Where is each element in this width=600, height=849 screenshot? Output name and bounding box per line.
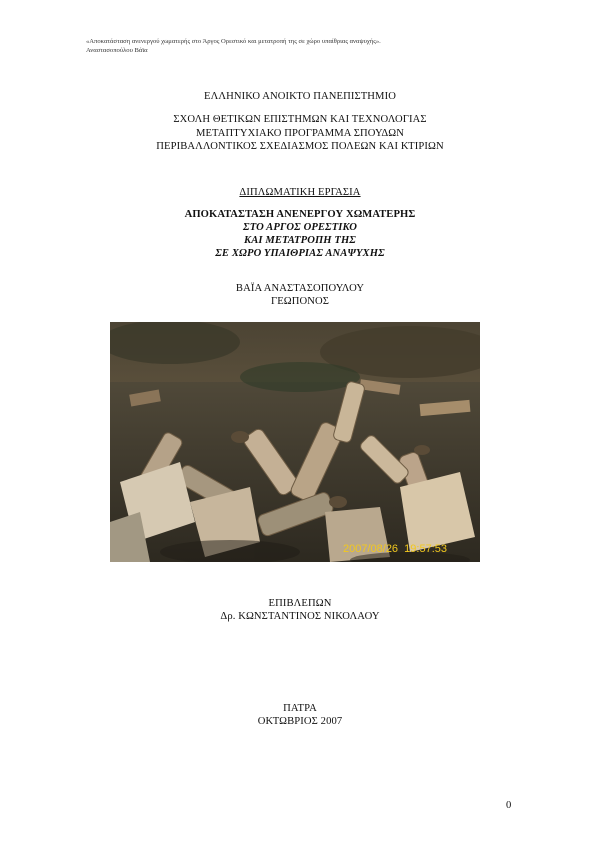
title-line-1: ΑΠΟΚΑΤΑΣΤΑΣΗ ΑΝΕΝΕΡΓΟΥ ΧΩΜΑΤΕΡΗΣ — [184, 209, 416, 220]
thesis-label: ΔΙΠΛΩΜΑΤΙΚΗ ΕΡΓΑΣΙΑ — [239, 187, 361, 198]
running-header — [86, 38, 506, 55]
school-name: ΣΧΟΛΗ ΘΕΤΙΚΩΝ ΕΠΙΣΤΗΜΩΝ ΚΑΙ ΤΕΧΝΟΛΟΓΙΑΣ — [173, 114, 427, 125]
program-name: ΜΕΤΑΠΤΥΧΙΑΚΟ ΠΡΟΓΡΑΜΜΑ ΣΠΟΥΔΩΝ — [195, 127, 405, 139]
author-name: ΒΑΪΑ ΑΝΑΣΤΑΣΟΠΟΥΛΟΥ — [235, 283, 365, 294]
supervisor-block — [0, 597, 600, 623]
place-date-block — [0, 702, 600, 728]
university-name: ΕΛΛΗΝΙΚΟ ΑΝΟΙΚΤΟ ΠΑΝΕΠΙΣΤΗΜΙΟ — [204, 91, 396, 102]
landfill-photo-image — [110, 322, 480, 562]
running-header-title: «Αποκατάσταση ανενεργού χωματερής στο Άργος Ορεστικό και μετατροπή της σε χώρο υπαίθριας αναψυχής». — [86, 38, 381, 45]
title-line-4: ΣΕ ΧΩΡΟ ΥΠΑΙΘΡΙΑΣ ΑΝΑΨΥΧΗΣ — [215, 248, 385, 259]
landfill-photo — [110, 322, 480, 562]
school-block — [0, 113, 600, 154]
author-block — [0, 282, 600, 308]
photo-timestamp: 2007/08/26 19:57:53 — [343, 543, 447, 555]
supervisor-label: ΕΠΙΒΛΕΠΩΝ — [268, 598, 332, 609]
author-role: ΓΕΩΠΟΝΟΣ — [270, 296, 330, 307]
thesis-title — [0, 208, 600, 260]
title-line-2: ΣΤΟ ΑΡΓΟΣ ΟΡΕΣΤΙΚΟ — [243, 222, 357, 233]
running-header-author: Αναστασοπούλου Βάϊα — [86, 46, 148, 54]
page-number: 0 — [506, 800, 512, 811]
title-line-3: ΚΑΙ ΜΕΤΑΤΡΟΠΗ ΤΗΣ — [244, 235, 356, 246]
date: ΟΚΤΩΒΡΙΟΣ 2007 — [257, 716, 343, 727]
supervisor-name: Δρ. ΚΩΝΣΤΑΝΤΙΝΟΣ ΝΙΚΟΛΑΟΥ — [220, 611, 380, 622]
city: ΠΑΤΡΑ — [283, 703, 317, 714]
program-specialty: ΠΕΡΙΒΑΛΛΟΝΤΙΚΟΣ ΣΧΕΔΙΑΣΜΟΣ ΠΟΛΕΩΝ ΚΑΙ ΚΤΙΡΙΩΝ — [156, 141, 444, 152]
